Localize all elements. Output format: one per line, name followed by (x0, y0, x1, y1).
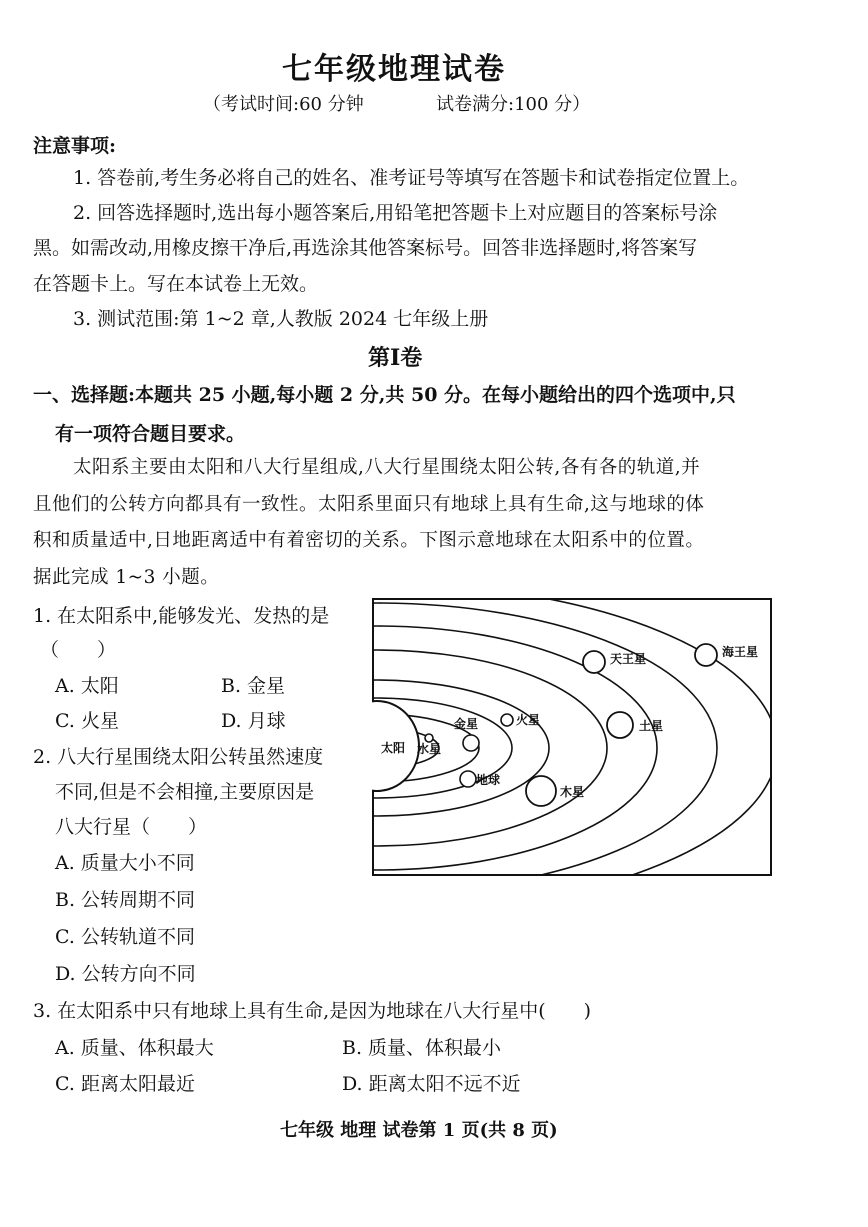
label-venus: 金星 (454, 717, 479, 731)
q1-option-c: C. 火星 (55, 710, 119, 732)
uranus-icon (583, 651, 605, 673)
q3-option-b: B. 质量、体积最小 (342, 1037, 502, 1059)
q2-option-b: B. 公转周期不同 (55, 889, 196, 911)
notice-item-3: 3. 测试范围:第 1~2 章,人教版 2024 七年级上册 (73, 308, 489, 330)
section-1-line-1: 一、选择题:本题共 25 小题,每小题 2 分,共 50 分。在每小题给出的四个选项中,只 (33, 384, 736, 406)
section-1-line-2: 有一项符合题目要求。 (55, 423, 246, 445)
q2-option-a: A. 质量大小不同 (55, 852, 195, 874)
label-mercury: 水星 (417, 742, 442, 756)
notice-heading: 注意事项: (33, 135, 117, 157)
mercury-icon (425, 734, 433, 742)
q2-option-c: C. 公转轨道不同 (55, 926, 195, 948)
jupiter-icon (526, 776, 556, 806)
q1-stem-line-1: 1. 在太阳系中,能够发光、发热的是 (33, 605, 330, 627)
solar-system-diagram (372, 598, 772, 876)
q2-option-d: D. 公转方向不同 (55, 963, 196, 985)
volume-title: 第Ⅰ卷 (368, 345, 423, 371)
page-title: 七年级地理试卷 (282, 52, 506, 87)
notice-item-2-line-2: 黑。如需改动,用橡皮擦干净后,再选涂其他答案标号。回答非选择题时,将答案写 (33, 237, 698, 259)
q2-stem-line-2: 不同,但是不会相撞,主要原因是 (55, 781, 315, 803)
notice-item-2-line-3: 在答题卡上。写在本试卷上无效。 (33, 273, 319, 295)
exam-time: （考试时间:60 分钟 (203, 94, 364, 115)
q1-option-a: A. 太阳 (55, 675, 119, 697)
q1-stem-line-2: （ ） (40, 639, 117, 661)
q3-stem: 3. 在太阳系中只有地球上具有生命,是因为地球在八大行星中( ) (33, 1000, 592, 1022)
q2-stem-line-3: 八大行星（ ） (55, 816, 208, 838)
q1-option-d: D. 月球 (221, 710, 286, 732)
q1-option-b: B. 金星 (221, 675, 286, 697)
earth-icon (460, 771, 476, 787)
passage-line-1: 太阳系主要由太阳和八大行星组成,八大行星围绕太阳公转,各有各的轨道,并 (73, 457, 701, 478)
label-jupiter: 木星 (560, 785, 585, 799)
q3-option-c: C. 距离太阳最近 (55, 1073, 195, 1095)
venus-icon (463, 735, 479, 751)
passage-line-3: 积和质量适中,日地距离适中有着密切的关系。下图示意地球在太阳系中的位置。 (33, 530, 705, 551)
passage-line-2: 且他们的公转方向都具有一致性。太阳系里面只有地球上具有生命,这与地球的体 (33, 494, 705, 515)
label-saturn: 土星 (639, 719, 664, 733)
notice-item-2-line-1: 2. 回答选择题时,选出每小题答案后,用铅笔把答题卡上对应题目的答案标号涂 (73, 202, 718, 224)
saturn-icon (607, 712, 633, 738)
label-sun: 太阳 (381, 741, 406, 755)
q3-option-d: D. 距离太阳不远不近 (342, 1073, 521, 1095)
notice-item-1: 1. 答卷前,考生务必将自己的姓名、准考证号等填写在答题卡和试卷指定位置上。 (73, 167, 750, 189)
q2-stem-line-1: 2. 八大行星围绕太阳公转虽然速度 (33, 746, 324, 768)
neptune-icon (695, 644, 717, 666)
label-uranus: 天王星 (610, 652, 647, 666)
label-earth: 地球 (476, 773, 501, 787)
label-neptune: 海王星 (722, 645, 759, 659)
full-score: 试卷满分:100 分） (436, 94, 591, 115)
label-mars: 火星 (516, 713, 541, 727)
page-footer: 七年级 地理 试卷第 1 页(共 8 页) (280, 1120, 558, 1141)
passage-line-4: 据此完成 1~3 小题。 (33, 567, 220, 588)
mars-icon (501, 714, 513, 726)
q3-option-a: A. 质量、体积最大 (55, 1037, 214, 1059)
